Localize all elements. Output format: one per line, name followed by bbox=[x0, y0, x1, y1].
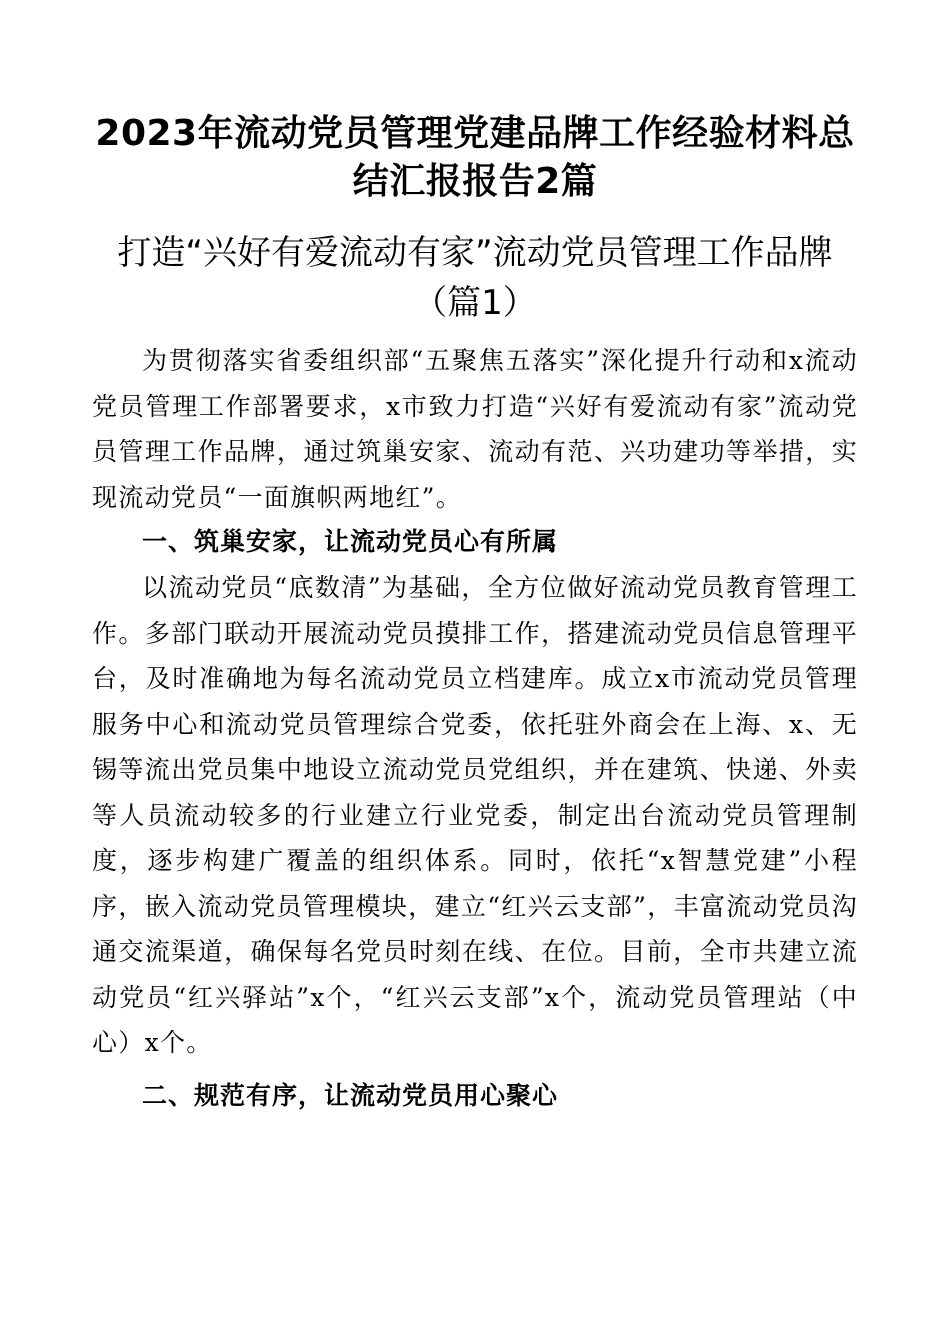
document-title: 2023年流动党员管理党建品牌工作经验材料总结汇报报告2篇 bbox=[95, 113, 855, 202]
section-2-heading: 二、规范有序，让流动党员用心聚心 bbox=[142, 1080, 559, 1110]
document-subtitle: 打造“兴好有爱流动有家”流动党员管理工作品牌（篇1） bbox=[117, 233, 833, 323]
document-page bbox=[92, 110, 858, 1119]
section-1-paragraph: 以流动党员“底数清”为基础，全方位做好流动党员教育管理工作。多部门联动开展流动党员摸排工作，搭建流动党员信息管理平台，及时准确地为每名流动党员立档建库。成立x市流动党员管理服务中心和流动党员管理综合党委，依托驻外商会在上海、x、无锡等流出党员集中地设立流动党员党组织，并在建筑、快递、外卖等人员流动较多的行业建立行业党委，制定出台流动党员管理制度，逐步构建广覆盖的组织体系。同时，依托“x智慧党建”小程序，嵌入流动党员管理模块，建立“红兴云支部”，丰富流动党员沟通交流渠道，确保每名党员时刻在线、在位。目前，全市共建立流动党员“红兴驿站”x个，“红兴云支部”x个，流动党员管理站（中心）x个。 bbox=[92, 573, 858, 1057]
section-1-heading: 一、筑巢安家，让流动党员心有所属 bbox=[142, 527, 559, 556]
intro-paragraph: 为贯彻落实省委组织部“五聚焦五落实”深化提升行动和x流动党员管理工作部署要求，x市致力打造“兴好有爱流动有家”流动党员管理工作品牌，通过筑巢安家、流动有范、兴功建功等举措，实现流动党员“一面旗帜两地红”。 bbox=[92, 346, 858, 512]
